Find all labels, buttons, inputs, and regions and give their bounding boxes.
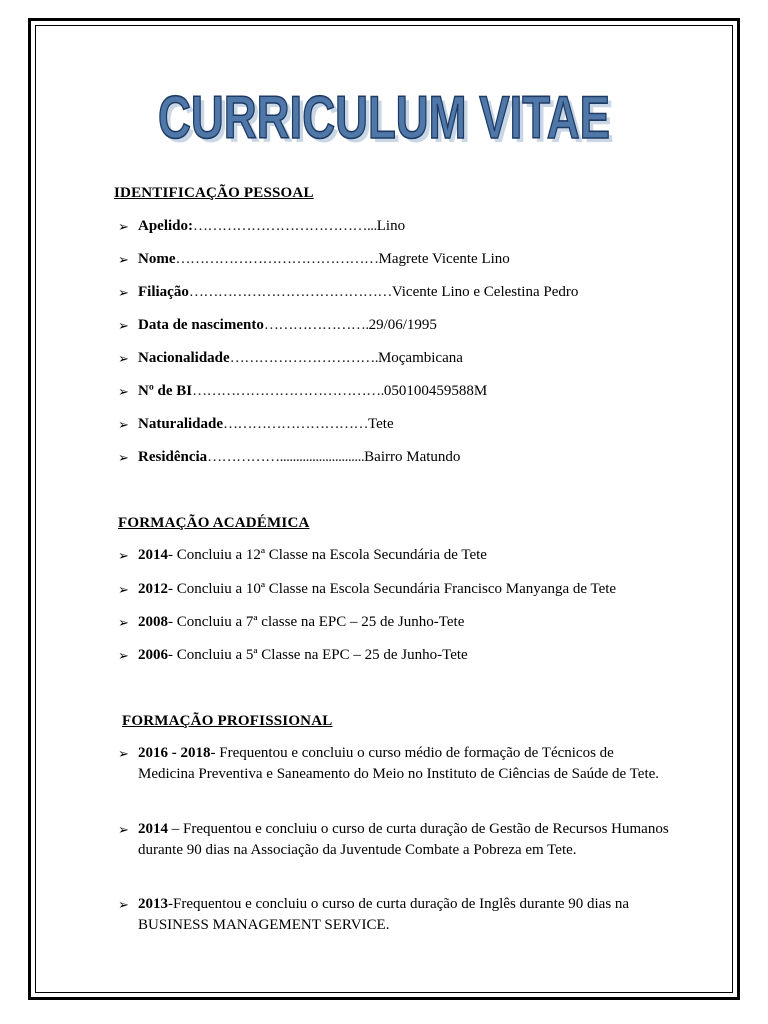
item-year: 2014 bbox=[138, 547, 168, 563]
item-dots: …………………………………… bbox=[188, 284, 392, 300]
item-label: Naturalidade bbox=[138, 416, 224, 432]
item-label: Data de nascimento bbox=[138, 317, 264, 333]
item-value: 050100459588M bbox=[383, 383, 488, 399]
title-area bbox=[0, 76, 768, 161]
arrow-bullet-icon: ➢ bbox=[118, 219, 129, 234]
arrow-bullet-icon: ➢ bbox=[118, 384, 129, 399]
item-dots: …………………………. bbox=[229, 350, 378, 366]
title-wordart bbox=[149, 76, 619, 156]
item-text: – Frequentou e concluiu o curso de curta duração de Gestão de Recursos Humanos durante 90 dias na Associação da Juventude Combate a Pobreza em Tete. bbox=[138, 821, 669, 858]
item-year: 2008 bbox=[138, 614, 168, 630]
item-dots: …………………………………… bbox=[175, 251, 379, 267]
academic-item bbox=[118, 612, 464, 633]
item-dots: …………………. bbox=[263, 317, 369, 333]
item-label: Filiação bbox=[138, 284, 189, 300]
item-year: 2016 - 2018 bbox=[138, 745, 211, 761]
arrow-bullet-icon: ➢ bbox=[118, 252, 129, 267]
professional-item bbox=[118, 743, 678, 785]
arrow-bullet-icon: ➢ bbox=[118, 897, 129, 912]
item-value: Tete bbox=[368, 416, 394, 432]
academic-item bbox=[118, 645, 468, 666]
item-label: Apelido: bbox=[138, 218, 194, 234]
academic-item bbox=[118, 545, 487, 566]
item-dots: …………….......................... bbox=[207, 449, 365, 465]
personal-item bbox=[118, 348, 463, 369]
personal-item bbox=[118, 414, 394, 435]
arrow-bullet-icon: ➢ bbox=[118, 318, 129, 333]
arrow-bullet-icon: ➢ bbox=[118, 351, 129, 366]
academic-item bbox=[118, 579, 616, 600]
title-shadow-text: CURRICULUM VITAE bbox=[162, 88, 614, 155]
item-label: Residência bbox=[138, 449, 208, 465]
item-value: Magrete Vicente Lino bbox=[378, 251, 510, 267]
item-text: -Frequentou e concluiu o curso de curta duração de Inglês durante 90 dias na BUSINESS MANAGEMENT SERVICE. bbox=[138, 896, 630, 933]
arrow-bullet-icon: ➢ bbox=[118, 548, 129, 563]
item-value: Lino bbox=[376, 218, 406, 234]
professional-item bbox=[118, 819, 678, 861]
arrow-bullet-icon: ➢ bbox=[118, 285, 129, 300]
arrow-bullet-icon: ➢ bbox=[118, 582, 129, 597]
arrow-bullet-icon: ➢ bbox=[118, 417, 129, 432]
item-text: - Concluiu a 10ª Classe na Escola Secundária Francisco Manyanga de Tete bbox=[168, 581, 617, 597]
item-year: 2014 bbox=[138, 821, 168, 837]
item-dots: ………………………… bbox=[223, 416, 369, 432]
item-dots: …………………………………. bbox=[192, 383, 384, 399]
arrow-bullet-icon: ➢ bbox=[118, 746, 129, 761]
item-year: 2006 bbox=[138, 647, 168, 663]
personal-item bbox=[118, 249, 510, 270]
item-text: - Frequentou e concluiu o curso médio de formação de Técnicos de Medicina Preventiva e Saneamento do Meio no Instituto de Ciências de Saúde de Tete. bbox=[138, 745, 660, 782]
item-label: Nome bbox=[138, 251, 176, 267]
item-label: Nacionalidade bbox=[138, 350, 230, 366]
arrow-bullet-icon: ➢ bbox=[118, 648, 129, 663]
personal-item bbox=[118, 282, 578, 303]
professional-item bbox=[118, 894, 678, 936]
personal-item bbox=[118, 315, 437, 336]
personal-item bbox=[118, 381, 487, 402]
title-text: CURRICULUM VITAE bbox=[158, 84, 610, 151]
academic-heading: FORMAÇÃO ACADÉMICA bbox=[118, 515, 310, 531]
professional-heading: FORMAÇÃO PROFISSIONAL bbox=[122, 713, 333, 729]
item-value: Bairro Matundo bbox=[364, 449, 461, 465]
item-year: 2012 bbox=[138, 581, 168, 597]
personal-item bbox=[118, 447, 460, 468]
item-value: 29/06/1995 bbox=[368, 317, 437, 333]
item-text: - Concluiu a 12ª Classe na Escola Secundária de Tete bbox=[168, 547, 487, 563]
personal-item bbox=[118, 216, 405, 237]
arrow-bullet-icon: ➢ bbox=[118, 822, 129, 837]
arrow-bullet-icon: ➢ bbox=[118, 615, 129, 630]
item-text: - Concluiu a 7ª classe na EPC – 25 de Junho-Tete bbox=[168, 614, 465, 630]
item-value: Moçambicana bbox=[377, 350, 463, 366]
item-text: - Concluiu a 5ª Classe na EPC – 25 de Junho-Tete bbox=[168, 647, 468, 663]
item-label: Nº de BI bbox=[138, 383, 193, 399]
item-dots: ………………………………... bbox=[193, 218, 377, 234]
arrow-bullet-icon: ➢ bbox=[118, 450, 129, 465]
item-value: Vicente Lino e Celestina Pedro bbox=[391, 284, 579, 300]
item-year: 2013 bbox=[138, 896, 168, 912]
personal-heading: IDENTIFICAÇÃO PESSOAL bbox=[114, 185, 314, 201]
